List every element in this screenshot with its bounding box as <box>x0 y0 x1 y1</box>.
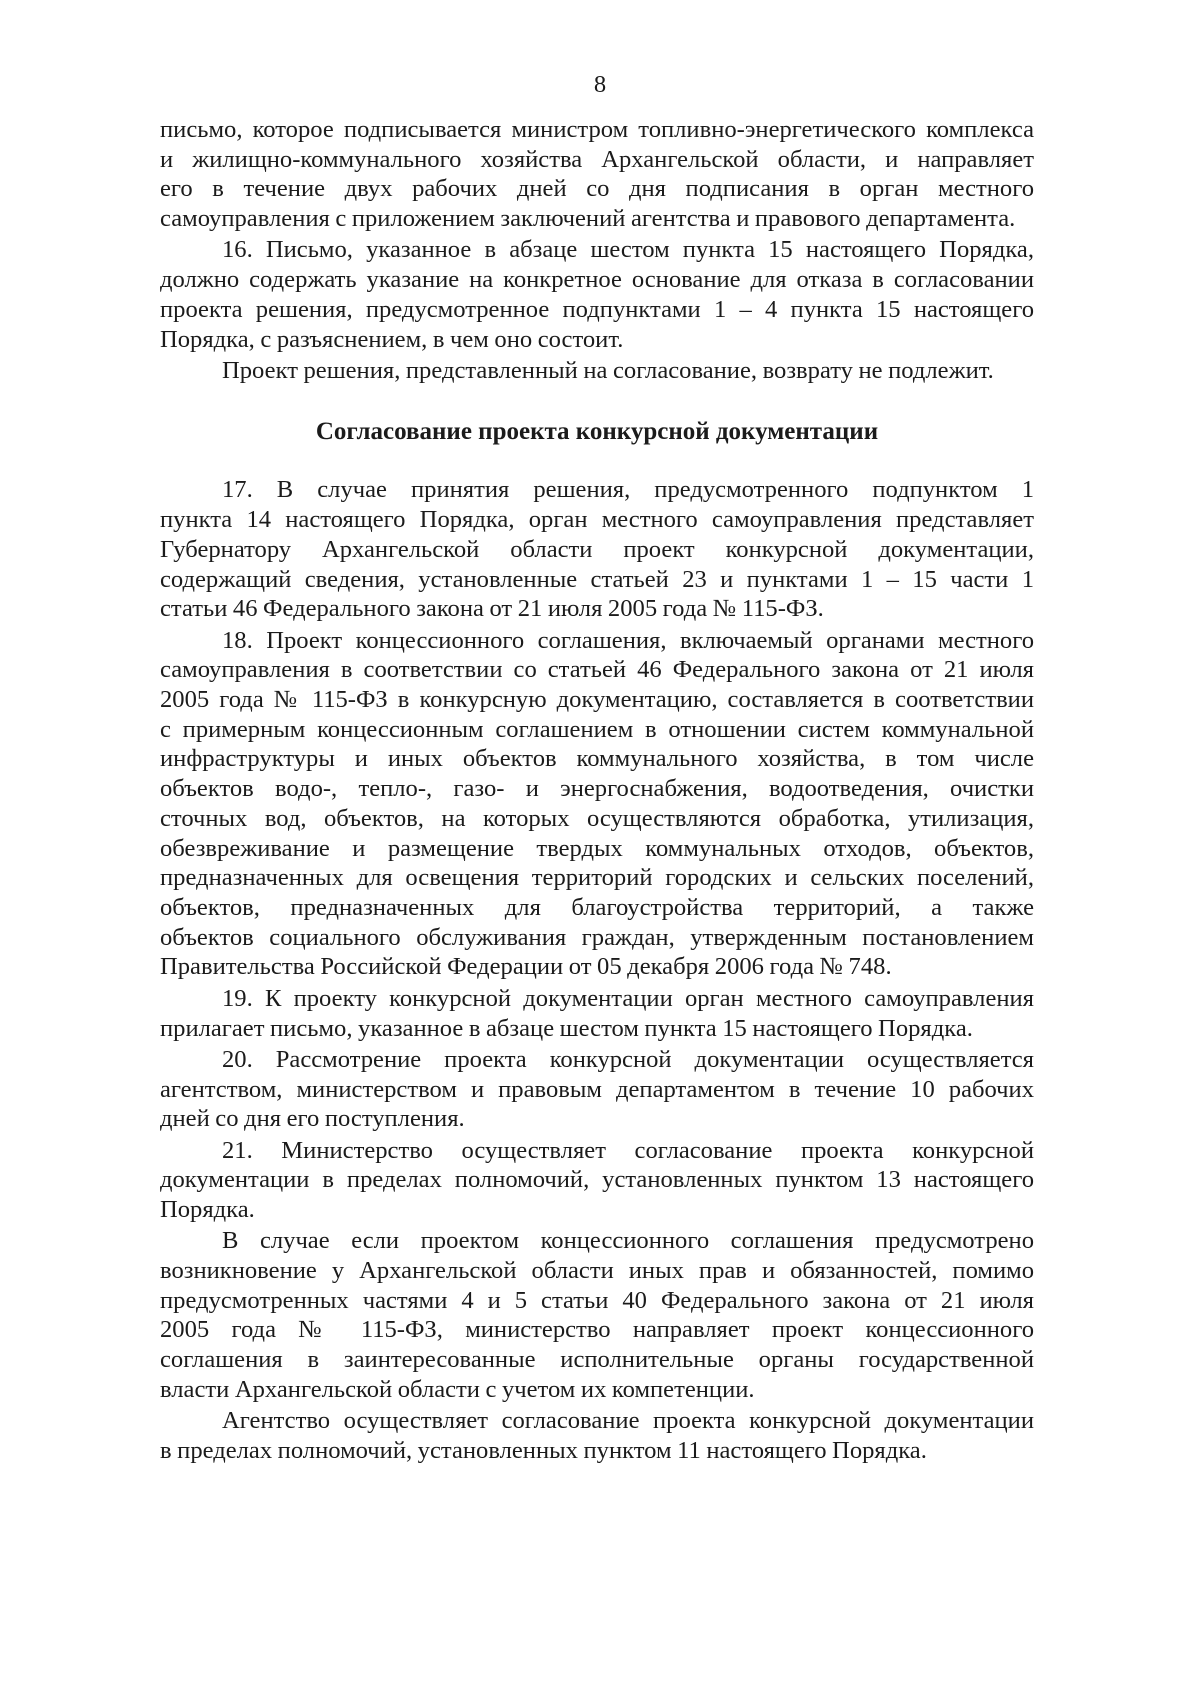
text-line: Порядка, с разъяснением, в чем оно состоит. <box>160 325 624 353</box>
text-line: в пределах полномочий, установленных пунктом 11 настоящего Порядка. <box>160 1436 927 1464</box>
paragraph <box>160 626 1034 983</box>
text-line: агентством, министерством и правовым департаментом в течение 10 рабочих <box>160 1075 1034 1103</box>
paragraph <box>160 1406 1034 1465</box>
text-line: должно содержать указание на конкретное основание для отказа в согласовании <box>160 266 1034 294</box>
text-line: соглашения в заинтересованные исполнительные органы государственной <box>160 1346 1034 1374</box>
text-line: В случае если проектом концессионного соглашения предусмотрено <box>222 1227 1034 1255</box>
section-paragraphs <box>160 475 1034 1465</box>
text-line: статьи 46 Федерального закона от 21 июля 2005 года № 115-ФЗ. <box>160 595 824 623</box>
page-number: 8 <box>593 71 607 98</box>
text-line: с примерным концессионным соглашением в отношении систем коммунальной <box>160 715 1034 743</box>
paragraph <box>160 984 1034 1043</box>
intro-paragraphs <box>160 115 1034 386</box>
text-line: прилагает письмо, указанное в абзаце шестом пункта 15 настоящего Порядка. <box>160 1014 973 1042</box>
text-line: Агентство осуществляет согласование проекта конкурсной документации <box>222 1407 1034 1435</box>
text-line: Правительства Российской Федерации от 05 декабря 2006 года № 748. <box>160 953 892 981</box>
paragraph <box>160 356 1034 386</box>
paragraph <box>160 1226 1034 1404</box>
paragraph <box>160 475 1034 624</box>
paragraph <box>160 1045 1034 1134</box>
text-line: сточных вод, объектов, на которых осуществляются обработка, утилизация, <box>160 804 1034 832</box>
text-line: 2005 года № 115-ФЗ, министерство направляет проект концессионного <box>160 1316 1034 1344</box>
text-line: Проект решения, представленный на согласование, возврату не подлежит. <box>222 356 994 384</box>
text-line: 21. Министерство осуществляет согласование проекта конкурсной <box>222 1136 1034 1164</box>
text-line: дней со дня его поступления. <box>160 1105 465 1133</box>
text-line: и жилищно-коммунального хозяйства Архангельской области, и направляет <box>160 145 1034 173</box>
text-line: 20. Рассмотрение проекта конкурсной документации осуществляется <box>222 1045 1034 1073</box>
text-line: проекта решения, предусмотренное подпунктами 1 – 4 пункта 15 настоящего <box>160 295 1034 323</box>
text-line: Порядка. <box>160 1196 255 1223</box>
text-line: 19. К проекту конкурсной документации орган местного самоуправления <box>222 984 1034 1012</box>
paragraph <box>160 115 1034 234</box>
text-line: инфраструктуры и иных объектов коммунального хозяйства, в том числе <box>160 745 1034 773</box>
section-heading: Согласование проекта конкурсной документации <box>315 417 879 445</box>
text-line: 17. В случае принятия решения, предусмотренного подпунктом 1 <box>222 476 1034 504</box>
text-line: самоуправления с приложением заключений агентства и правового департамента. <box>160 205 1016 233</box>
text-line: предназначенных для освещения территорий городских и сельских поселений, <box>160 864 1034 892</box>
text-line: Губернатору Архангельской области проект конкурсной документации, <box>160 535 1034 563</box>
text-line: содержащий сведения, установленные статьей 23 и пунктами 1 – 15 части 1 <box>160 565 1034 593</box>
text-line: 18. Проект концессионного соглашения, включаемый органами местного <box>222 626 1034 654</box>
text-line: 2005 года № 115-ФЗ в конкурсную документацию, составляется в соответствии <box>160 686 1034 713</box>
text-line: объектов, предназначенных для благоустройства территорий, а также <box>160 894 1034 922</box>
text-line: 16. Письмо, указанное в абзаце шестом пункта 15 настоящего Порядка, <box>222 236 1034 264</box>
text-line: документации в пределах полномочий, установленных пунктом 13 настоящего <box>160 1166 1034 1194</box>
text-line: письмо, которое подписывается министром топливно-энергетического комплекса <box>160 116 1034 143</box>
document-body <box>160 115 1034 1467</box>
text-line: пункта 14 настоящего Порядка, орган местного самоуправления представляет <box>160 506 1034 534</box>
text-line: обезвреживание и размещение твердых коммунальных отходов, объектов, <box>160 834 1034 862</box>
text-line: его в течение двух рабочих дней со дня подписания в орган местного <box>160 175 1034 203</box>
text-line: объектов водо-, тепло-, газо- и энергоснабжения, водоотведения, очистки <box>160 775 1034 803</box>
paragraph <box>160 1136 1034 1225</box>
text-line: самоуправления в соответствии со статьей 46 Федерального закона от 21 июля <box>160 656 1034 684</box>
text-line: объектов социального обслуживания граждан, утвержденным постановлением <box>160 923 1034 951</box>
text-line: предусмотренных частями 4 и 5 статьи 40 Федерального закона от 21 июля <box>160 1286 1034 1314</box>
paragraph <box>160 235 1034 354</box>
text-line: возникновение у Архангельской области иных прав и обязанностей, помимо <box>160 1257 1034 1285</box>
text-line: власти Архангельской области с учетом их компетенции. <box>160 1375 755 1403</box>
